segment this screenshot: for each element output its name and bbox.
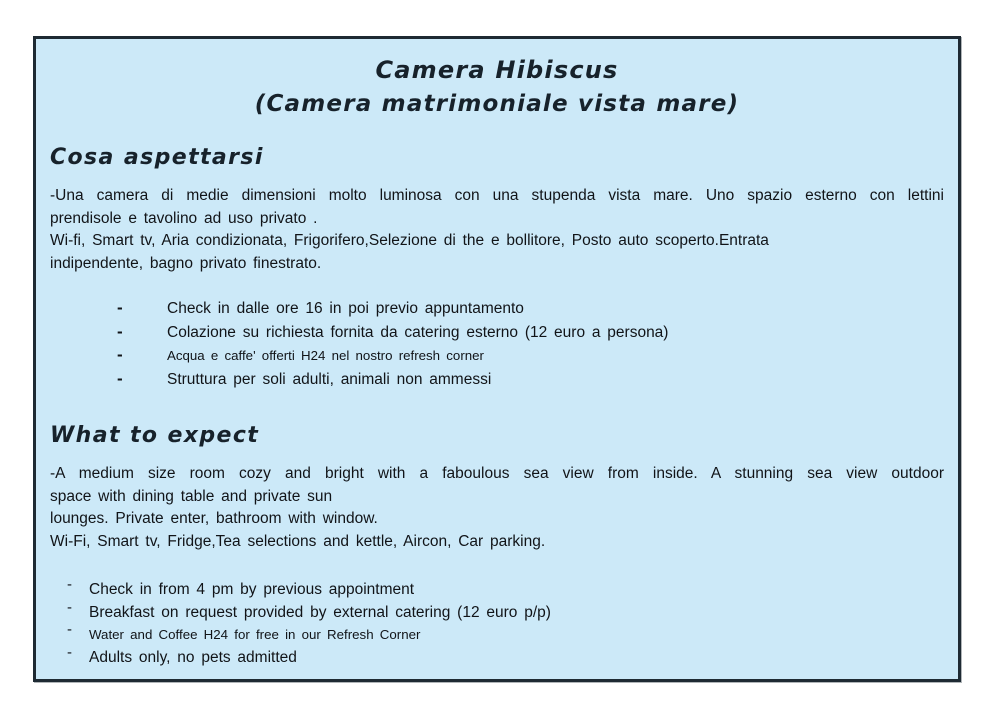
bullet-item (50, 368, 944, 392)
bullet-item (50, 297, 944, 321)
bullet-text: Water and Coffee H24 for free in our Refresh Corner (89, 627, 421, 642)
paragraph-line: prendisole e tavolino ad uso privato . (50, 209, 318, 227)
paragraph-line: space with dining table and private sun (50, 487, 333, 505)
bullet-list-italian (50, 297, 944, 391)
paragraph-line: indipendente, bagno privato finestrato. (50, 254, 322, 272)
bullet-text: Check in dalle ore 16 in poi previo appuntamento (167, 300, 524, 317)
bullet-item (50, 321, 944, 345)
bullet-text: Struttura per soli adulti, animali non ammessi (167, 370, 492, 388)
bullet-item (50, 576, 944, 602)
bullet-dash: - (117, 368, 123, 388)
paragraph-line: -Una camera di medie dimensioni molto luminosa con una stupenda vista mare. Uno spazio esterno con lettini (50, 187, 944, 204)
bullet-dash: - (67, 643, 72, 661)
page-title: Camera Hibiscus (375, 56, 619, 84)
bullet-item (50, 643, 944, 670)
section-heading-english: What to expect (50, 423, 260, 448)
bullet-dash: - (117, 345, 123, 364)
bullet-list-english (50, 576, 944, 669)
bullet-dash: - (67, 598, 72, 616)
bullet-text: Check in from 4 pm by previous appointment (89, 581, 415, 598)
section-heading-italian: Cosa aspettarsi (50, 145, 264, 170)
paragraph-italian (50, 185, 944, 275)
bullet-text: Colazione su richiesta fornita da catering esterno (12 euro a persona) (167, 323, 669, 341)
room-info-card (33, 36, 961, 682)
paragraph-line: lounges. Private enter, bathroom with window. (50, 510, 378, 527)
bullet-item (50, 344, 944, 368)
bullet-text: Adults only, no pets admitted (89, 648, 297, 666)
paragraph-line: Wi-fi, Smart tv, Aria condizionata, Frigorifero,Selezione di the e bollitore, Posto auto scoperto.Entrata (50, 232, 769, 249)
bullet-item (50, 621, 944, 647)
bullet-dash: - (117, 321, 123, 341)
bullet-text: Breakfast on request provided by external catering (12 euro p/p) (89, 603, 551, 621)
bullet-text: Acqua e caffe' offerti H24 nel nostro refresh corner (167, 348, 484, 363)
bullet-dash: - (117, 298, 123, 317)
paragraph-line: Wi-Fi, Smart tv, Fridge,Tea selections and kettle, Aircon, Car parking. (50, 532, 546, 550)
bullet-dash: - (67, 621, 72, 638)
bullet-dash: - (67, 576, 72, 593)
bullet-item (50, 598, 944, 625)
page-subtitle: (Camera matrimoniale vista mare) (254, 91, 740, 117)
paragraph-line: -A medium size room cozy and bright with a faboulous sea view from inside. A stunning sea view outdoor (50, 465, 944, 482)
paragraph-english (50, 463, 944, 553)
title-block (50, 53, 944, 121)
